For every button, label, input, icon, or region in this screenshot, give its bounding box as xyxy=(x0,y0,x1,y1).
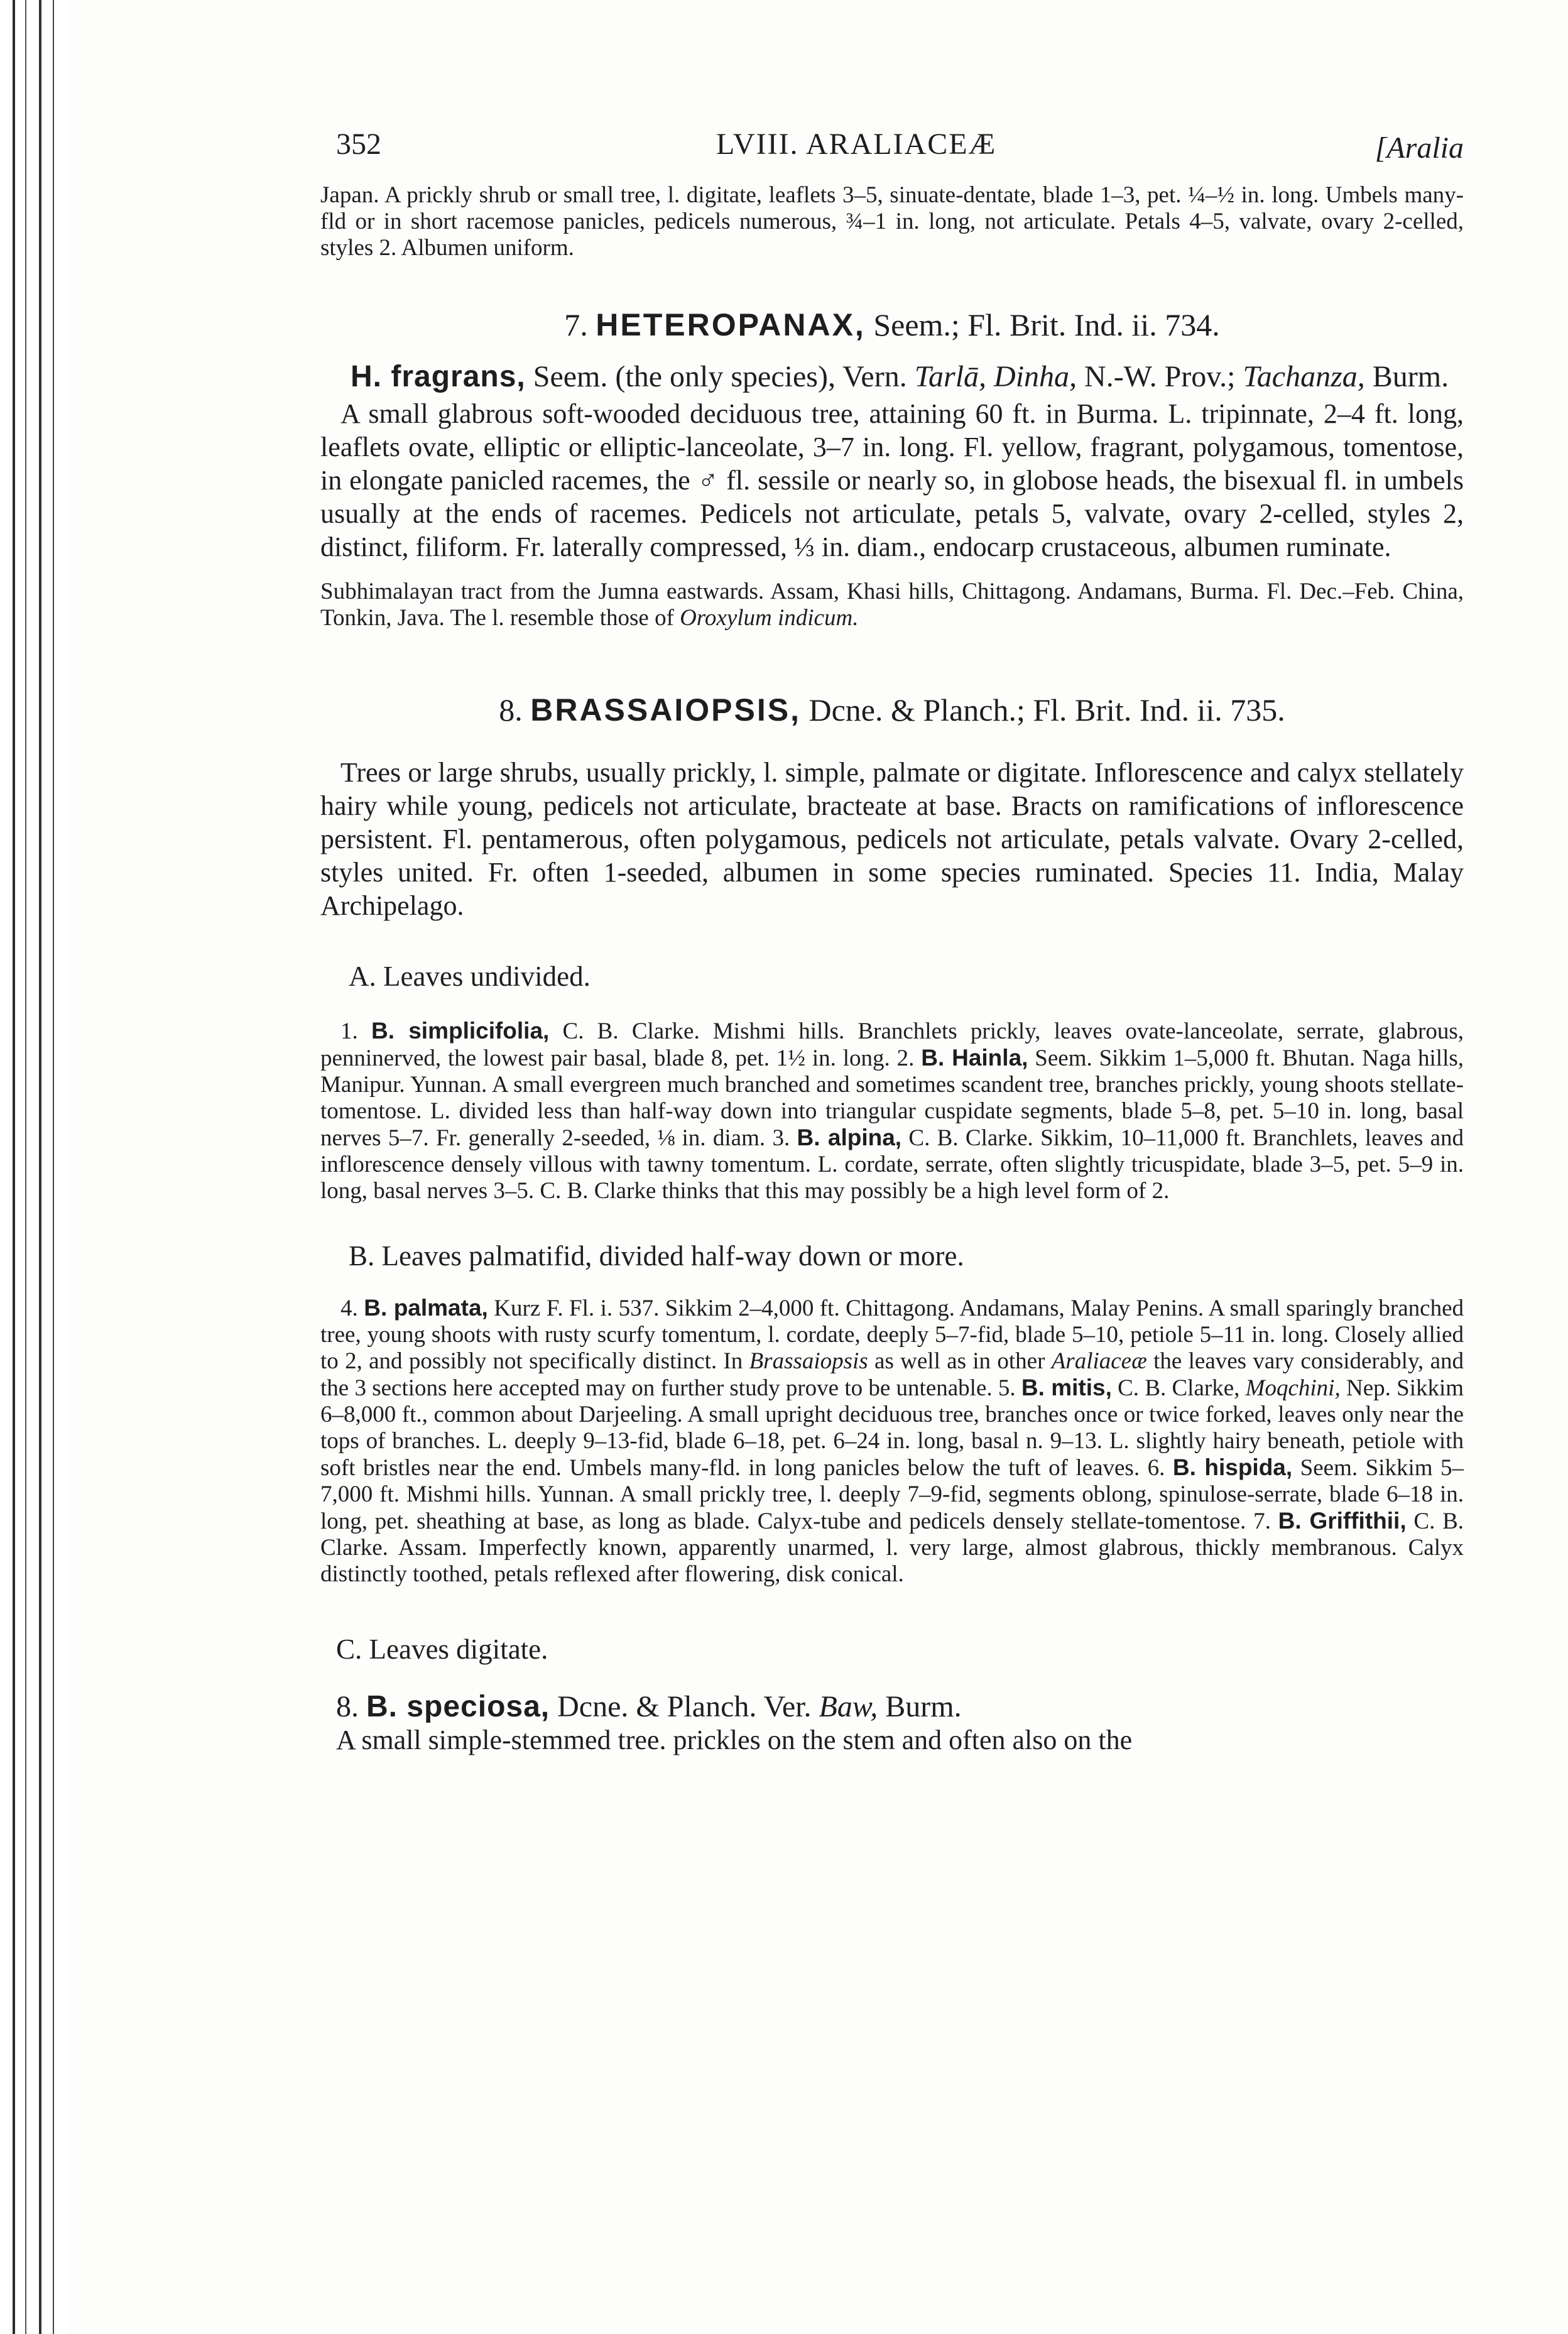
species-text: C. B. Clarke. Mishmi hills. Branchlets prickly, leaves ovate-lanceolate, serrate, glabrous, penninerved, the lowest pair basal, blade 8, pet. 1½ in. long. xyxy=(320,1018,1464,1071)
section-b-heading: B. Leaves palmatifid, divided half-way down or more. xyxy=(349,1240,964,1272)
genus-heading-brassaiopsis xyxy=(320,692,1464,728)
species-name: H. fragrans, xyxy=(351,360,526,393)
section-a-heading: A. Leaves undivided. xyxy=(349,961,591,992)
vernacular-name: Dinha, xyxy=(994,360,1077,393)
genus-description: Trees or large shrubs, usually prickly, l. simple, palmate or digitate. Inflorescence and calyx stellately hairy while young, pedicels not articulate, bracteate at base. Bracts on ramifications of inflorescence persistent. Fl. pentamerous, often polygamous, pedicels not articulate, petals valvate. Ovary 2-celled, styles united. Fr. often 1-seeded, albumen in some species ruminated. Species 11. India, Malay Archipelago. xyxy=(320,757,1464,921)
species-text: Seem. Sikkim 1–5,000 ft. Bhutan. Naga hills, Manipur. Yunnan. A small evergreen much branched and sometimes scandent tree, branches prickly, young shoots stellate-tomentose. L. divided less than half-way down into triangular cuspidate segments, blade 5–8, pet. 5–10 in. long, basal nerves 5–7. Fr. generally 2-seeded, ⅛ in. diam. xyxy=(320,1045,1464,1151)
genus-number: 7. xyxy=(564,307,588,342)
species-name: B. simplicifolia, xyxy=(371,1018,550,1044)
species-number: 4. xyxy=(340,1295,358,1321)
species-name: B. mitis, xyxy=(1021,1375,1112,1400)
species-name: B. alpina, xyxy=(797,1125,902,1150)
species-number: 8. xyxy=(336,1690,359,1723)
species-heading-b-speciosa xyxy=(320,1691,1464,1723)
distribution-text: Subhimalayan tract from the Jumna eastwards. Assam, Khasi hills, Chittagong. Andamans, Burma. Fl. Dec.–Feb. China, Tonkin, Java. The l. resemble those of xyxy=(320,579,1464,631)
species-name: B. speciosa, xyxy=(366,1690,550,1723)
region: N.-W. Prov.; xyxy=(1084,360,1236,393)
species-text: C. B. Clarke. Assam. Imperfectly known, apparently unarmed, l. very large, almost glabrous, thickly membranous. Calyx distinctly toothed, petals reflexed after flowering, disk conical. xyxy=(320,1508,1464,1587)
species-text: C. B. Clarke. Sikkim, 10–11,000 ft. Branchlets, leaves and inflorescence densely villous with tawny tomentum. L. cordate, serrate, often slightly tricuspidate, blade 3–5, pet. 5–9 in. long, basal nerves 3–5. C. B. Clarke thinks that this may possibly be a high level form of 2. xyxy=(320,1125,1464,1204)
species-text: Nep. Sikkim 6–8,000 ft., common about Darjeeling. A small upright deciduous tree, branches once or twice forked, leaves only near the tops of branches. L. deeply 9–13-fid, blade 6–18, pet. 6–24 in. long, basal n. 9–13. L. slightly hairy beneath, petiole with soft bristles near the end. Umbels many-fld. in long panicles below the tuft of leaves. xyxy=(320,1375,1464,1481)
species-name: B. hispida, xyxy=(1172,1454,1293,1480)
vernacular-name: Baw, xyxy=(819,1690,878,1723)
species-text: Seem. Sikkim 5–7,000 ft. Mishmi hills. Yunnan. A small prickly tree, l. deeply 7–9-fid, segments oblong, spinulose-serrate, blade 6–18 in. long, pet. sheathing at base, as long as blade. Calyx-tube and pedicels densely stellate-tomentose. xyxy=(320,1455,1464,1534)
species-description: A small simple-stemmed tree. prickles on the stem and often also on the xyxy=(336,1725,1133,1755)
genus-name: HETEROPANAX, xyxy=(596,307,866,342)
species-number: 5. xyxy=(998,1375,1016,1401)
carryover-paragraph: Japan. A prickly shrub or small tree, l. digitate, leaflets 3–5, sinuate-dentate, blade 1–3, pet. ¼–½ in. long. Umbels many-fld or in short racemose panicles, pedicels numerous, ¾–1 in. long, not articulate. Petals 4–5, valvate, ovary 2-celled, styles 2. Albumen uniform. xyxy=(320,182,1464,261)
genus-citation: Seem.; Fl. Brit. Ind. ii. 734. xyxy=(873,307,1220,342)
genus-heading-heteropanax xyxy=(320,307,1464,343)
genus-number: 8. xyxy=(499,692,523,728)
species-heading-h-fragrans xyxy=(320,361,1464,393)
vernacular-name: Tachanza, xyxy=(1243,360,1365,393)
vernacular-name: Tarlā, xyxy=(914,360,987,393)
genus-name: BRASSAIOPSIS, xyxy=(530,692,801,728)
binding-edge xyxy=(0,0,69,2334)
species-number: 7. xyxy=(1253,1508,1271,1534)
page-number: 352 xyxy=(336,128,381,161)
section-a-species xyxy=(320,1018,1464,1204)
species-description: A small glabrous soft-wooded deciduous tree, attaining 60 ft. in Burma. L. tripinnate, 2–4 ft. long, leaflets ovate, elliptic or elliptic-lanceolate, 3–7 in. long. Fl. yellow, fragrant, polygamous, tomentose, in elongate panicled racemes, the ♂ fl. sessile or nearly so, in globose heads, the bisexual fl. in umbels usually at the ends of racemes. Pedicels not articulate, petals 5, valvate, ovary 2-celled, styles 2, distinct, filiform. Fr. laterally compressed, ⅓ in. diam., endocarp crustaceous, albumen ruminate. xyxy=(320,398,1464,562)
region: Burm. xyxy=(885,1690,962,1723)
species-number: 1. xyxy=(340,1018,358,1044)
vernacular-name: Moqchini, xyxy=(1245,1375,1341,1401)
species-text: as well as in other xyxy=(874,1348,1045,1374)
species-name: B. Griffithii, xyxy=(1278,1508,1407,1534)
species-text: Kurz F. Fl. i. 537. Sikkim 2–4,000 ft. Chittagong. Andamans, Malay Penins. A small sparingly branched tree, young shoots with rusty scurfy tomentum, l. cordate, deeply 5–7-fid, blade 5–10, petiole 5–11 in. long. Closely allied to 2, and possibly not specifically distinct. In xyxy=(320,1295,1464,1374)
region: Burm. xyxy=(1372,360,1449,393)
species-authority: C. B. Clarke, xyxy=(1118,1375,1240,1401)
species-name: B. Hainla, xyxy=(921,1045,1028,1071)
species-number: 6. xyxy=(1147,1455,1165,1481)
genus-reference: [Aralia xyxy=(1375,131,1464,165)
distribution-paragraph xyxy=(320,579,1464,631)
section-b-species xyxy=(320,1295,1464,1588)
species-authority: Dcne. & Planch. Ver. xyxy=(557,1690,812,1723)
species-number: 2. xyxy=(896,1045,915,1071)
family-italic: Araliaceæ xyxy=(1051,1348,1147,1374)
genus-citation: Dcne. & Planch.; Fl. Brit. Ind. ii. 735. xyxy=(808,692,1285,728)
distribution-italic: Oroxylum indicum. xyxy=(680,605,859,631)
species-name: B. palmata, xyxy=(364,1295,488,1321)
species-number: 3. xyxy=(772,1125,790,1151)
page-content xyxy=(320,119,1464,1757)
page-header xyxy=(320,119,1464,170)
species-authority: Seem. (the only species), Vern. xyxy=(533,360,907,393)
species-text: the leaves vary considerably, and the 3 sections here accepted may on further study prove to be untenable. xyxy=(320,1348,1464,1401)
section-c-heading: C. Leaves digitate. xyxy=(336,1633,548,1665)
genus-italic: Brassaiopsis xyxy=(749,1348,868,1374)
running-head: LVIII. ARALIACEÆ xyxy=(716,128,997,161)
